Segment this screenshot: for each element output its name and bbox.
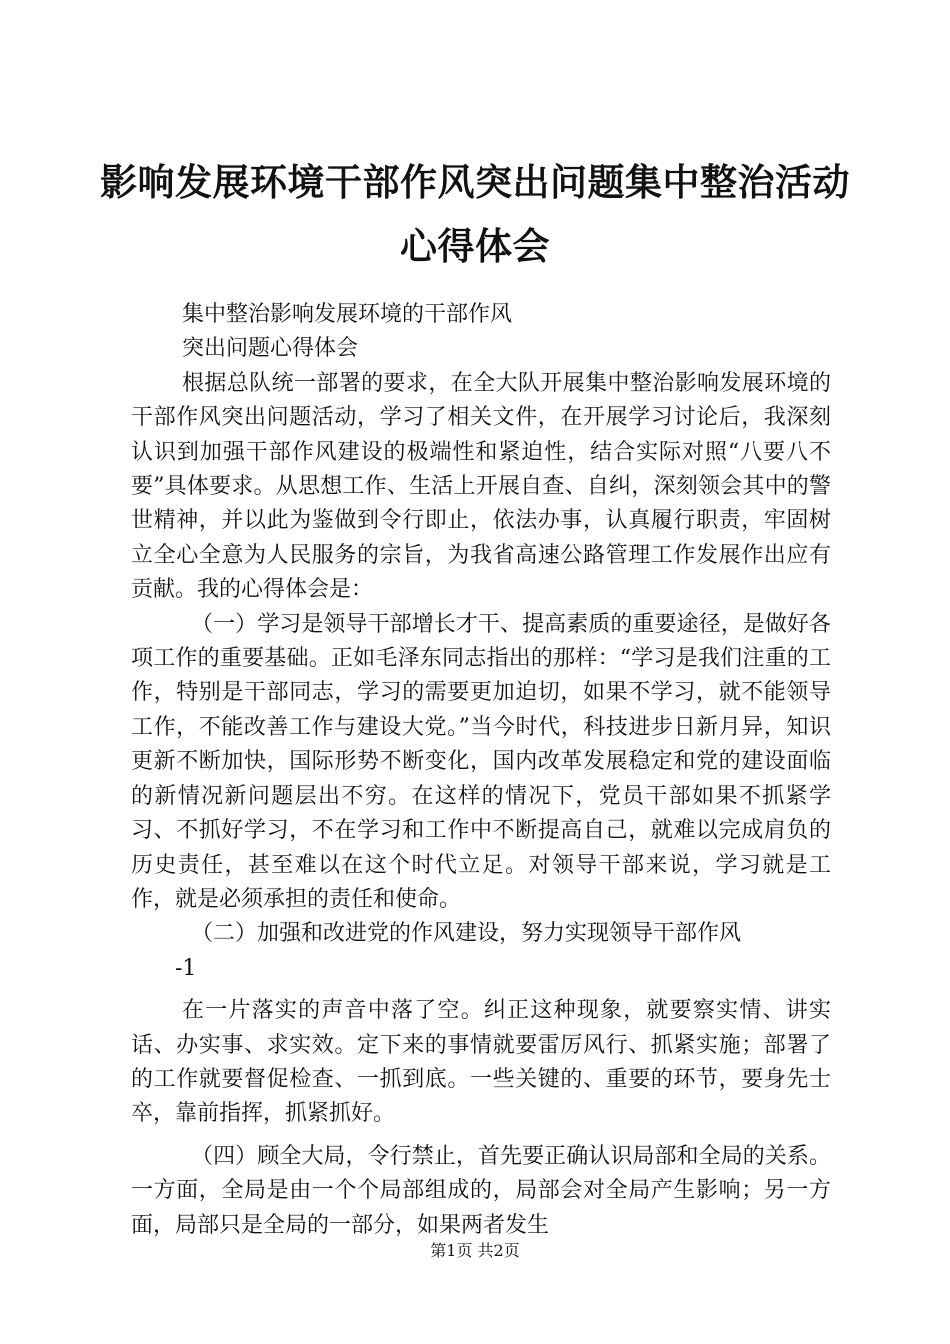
document-body xyxy=(131,298,831,1243)
page-footer: 第1页 共2页 xyxy=(430,1241,520,1260)
document-title-line1: 影响发展环境干部作风突出问题集中整治活动 xyxy=(100,161,850,204)
paragraph-section-one: （一）学习是领导干部增长才干、提高素质的重要途径，是做好各项工作的重要基础。正如毛泽东同志指出的那样：“学习是我们注重的工作，特别是干部同志，学习的需要更加迫切，如果不学习，就不能领导工作，不能改善工作与建设大党。”当今时代，科技进步日新月异，知识更新不断加快，国际形势不断变化，国内改革发展稳定和党的建设面临的新情况新问题层出不穷。在这样的情况下，党员干部如果不抓紧学习、不抓好学习，不在学习和工作中不断提高自己，就难以完成肩负的历史责任，甚至难以在这个时代立足。对领导干部来说，学习就是工作，就是必须承担的责任和使命。 xyxy=(131,611,831,912)
paragraph-section-two: （二）加强和改进党的作风建设，努力实现领导干部作风 xyxy=(191,921,742,947)
document-title-line2: 心得体会 xyxy=(400,225,550,268)
subtitle-line1: 集中整治影响发展环境的干部作风 xyxy=(182,302,513,327)
paragraph-section-four: （四）顾全大局，令行禁止，首先要正确认识局部和全局的关系。一方面，全局是由一个个局部组成的，局部会对全局产生影响；另一方面，局部只是全局的一部分，如果两者发生 xyxy=(131,1143,831,1238)
paragraph-intro: 根据总队统一部署的要求，在全大队开展集中整治影响发展环境的干部作风突出问题活动，学习了相关文件，在开展学习讨论后，我深刻认识到加强干部作风建设的极端性和紧迫性，结合实际对照“八要八不要”具体要求。从思想工作、生活上开展自查、自纠，深刻领会其中的警世精神，并以此为鉴做到令行即止，依法办事，认真履行职责，牢固树立全心全意为人民服务的宗旨，为我省高速公路管理工作发展作出应有贡献。我的心得体会是： xyxy=(131,370,831,603)
page-marker: -1 xyxy=(175,955,197,981)
subtitle-line2: 突出问题心得体会 xyxy=(182,336,359,362)
paragraph-continuation: 在一片落实的声音中落了空。纠正这种现象，就要察实情、讲实话、办实事、求实效。定下来的事情就要雷厉风行、抓紧实施；部署了的工作就要督促检查、一抓到底。一些关键的、重要的环节，要身先士卒，靠前指挥，抓紧抓好。 xyxy=(131,998,831,1127)
